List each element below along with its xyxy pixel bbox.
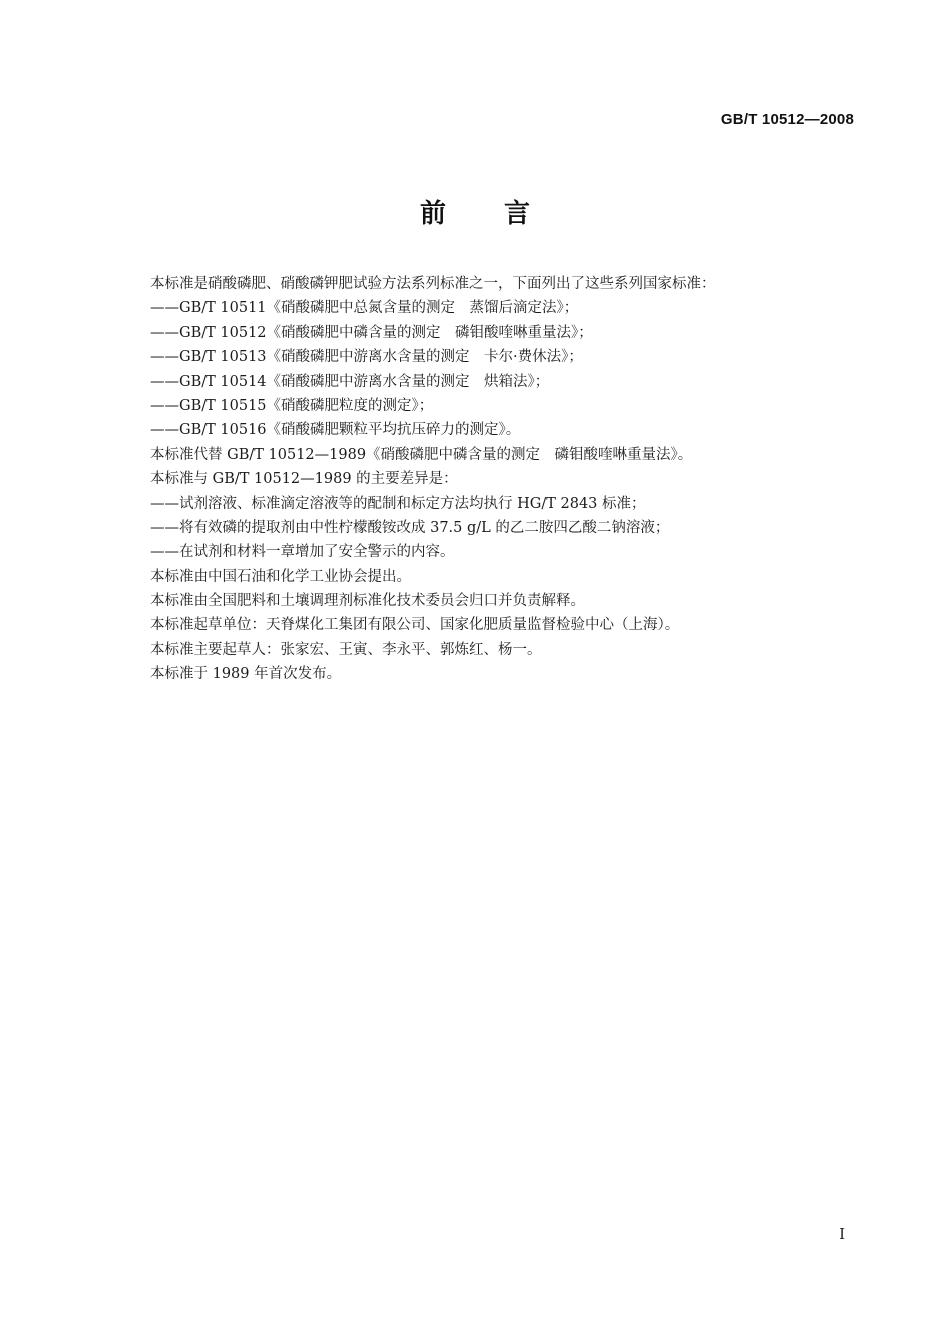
page-number: I — [839, 1225, 845, 1243]
paragraph-replaces: 本标准代替 GB/T 10512—1989《硝酸磷肥中磷含量的测定 磷钼酸喹啉重量法》。 — [150, 446, 693, 463]
page-title: 前言 — [419, 199, 588, 229]
paragraph-administered-by: 本标准由全国肥料和土壤调理剂标准化技术委员会归口并负责解释。 — [150, 593, 585, 610]
list-item-standard-10512: ——GB/T 10512《硝酸磷肥中磷含量的测定 磷钼酸喹啉重量法》； — [150, 324, 593, 341]
list-item-standard-10516: ——GB/T 10516《硝酸磷肥颗粒平均抗压碎力的测定》。 — [150, 422, 521, 439]
paragraph-differences: 本标准与 GB/T 10512—1989 的主要差异是： — [150, 471, 458, 488]
list-item-difference-2: ——将有效磷的提取剂由中性柠檬酸铵改成 37.5 g/L 的乙二胺四乙酸二钠溶液； — [150, 519, 670, 536]
paragraph-first-issued: 本标准于 1989 年首次发布。 — [150, 666, 342, 683]
list-item-standard-10513: ——GB/T 10513《硝酸磷肥中游离水含量的测定 卡尔·费休法》； — [150, 349, 583, 366]
list-item-standard-10515: ——GB/T 10515《硝酸磷肥粒度的测定》； — [150, 397, 434, 414]
list-item-difference-1: ——试剂溶液、标准滴定溶液等的配制和标定方法均执行 HG/T 2843 标准； — [150, 495, 646, 512]
paragraph-drafting-units: 本标准起草单位：天脊煤化工集团有限公司、国家化肥质量监督检验中心（上海）。 — [150, 617, 680, 634]
list-item-difference-3: ——在试剂和材料一章增加了安全警示的内容。 — [150, 544, 455, 561]
paragraph-proposed-by: 本标准由中国石油和化学工业协会提出。 — [150, 568, 411, 585]
list-item-standard-10514: ——GB/T 10514《硝酸磷肥中游离水含量的测定 烘箱法》； — [150, 373, 550, 390]
paragraph-intro: 本标准是硝酸磷肥、硝酸磷钾肥试验方法系列标准之一，下面列出了这些系列国家标准： — [150, 276, 716, 292]
document-code: GB/T 10512—2008 — [720, 111, 854, 128]
paragraph-drafters: 本标准主要起草人：张家宏、王寅、李永平、郭炼红、杨一。 — [150, 641, 542, 658]
foreword-body — [150, 272, 830, 687]
list-item-standard-10511: ——GB/T 10511《硝酸磷肥中总氮含量的测定 蒸馏后滴定法》； — [150, 300, 579, 317]
